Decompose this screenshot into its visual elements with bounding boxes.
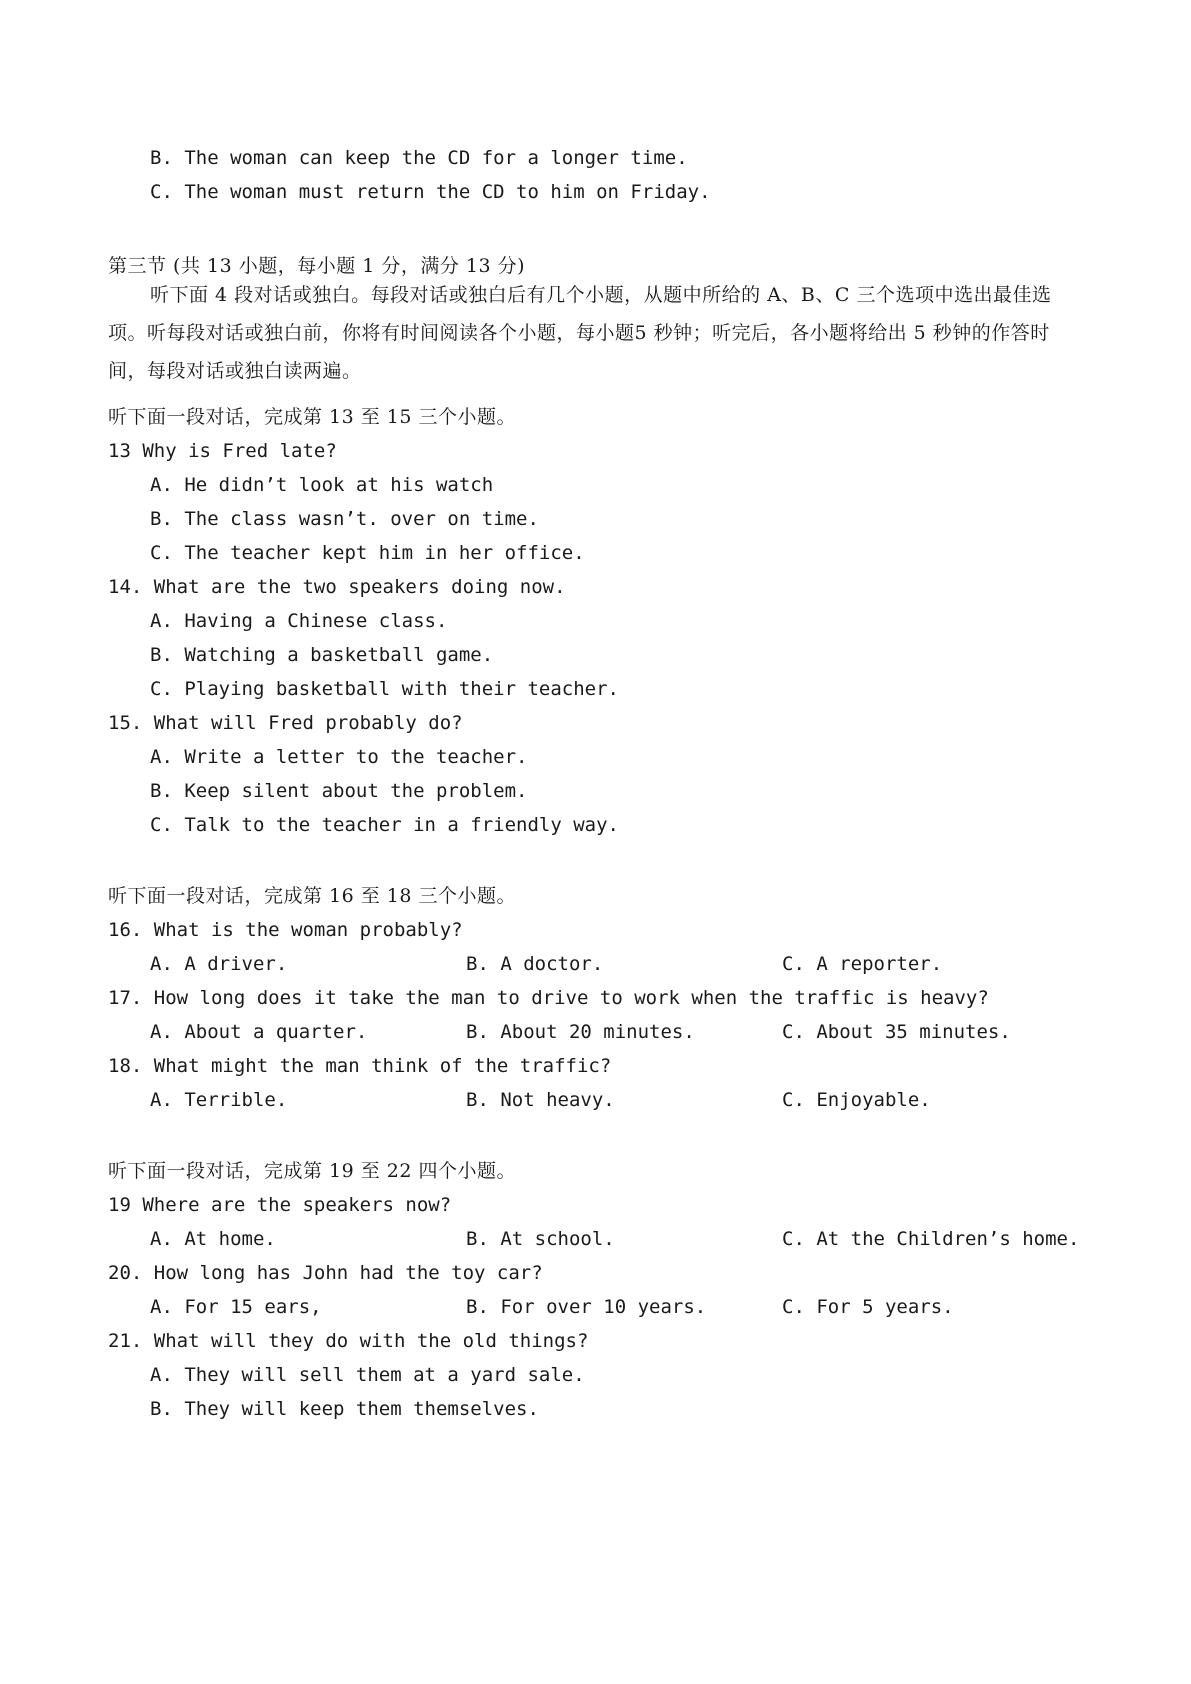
question-13-option-b: B. The class wasn’t. over on time. xyxy=(150,508,539,530)
question-14-option-a: A. Having a Chinese class. xyxy=(150,610,448,632)
question-14-stem: 14. What are the two speakers doing now. xyxy=(108,576,566,598)
question-17-option-b: B. About 20 minutes. xyxy=(466,1021,695,1043)
question-19-stem: 19 Where are the speakers now? xyxy=(108,1194,452,1216)
group-intro-19-22: 听下面一段对话，完成第 19 至 22 四个小题。 xyxy=(108,1160,517,1182)
question-19-option-a: A. At home. xyxy=(150,1228,276,1250)
question-14-option-c: C. Playing basketball with their teacher. xyxy=(150,678,619,700)
question-17-stem: 17. How long does it take the man to drive to work when the traffic is heavy? xyxy=(108,987,989,1009)
option-c-prev: C. The woman must return the CD to him on Friday. xyxy=(150,181,711,203)
question-16-option-b: B. A doctor. xyxy=(466,953,604,975)
question-19-option-b: B. At school. xyxy=(466,1228,615,1250)
question-14-option-b: B. Watching a basketball game. xyxy=(150,644,494,666)
group-intro-13-15: 听下面一段对话，完成第 13 至 15 三个小题。 xyxy=(108,406,517,428)
question-21-stem: 21. What will they do with the old things? xyxy=(108,1330,589,1352)
question-17-option-c: C. About 35 minutes. xyxy=(782,1021,1011,1043)
question-15-option-b: B. Keep silent about the problem. xyxy=(150,780,528,802)
instructions-paragraph: 听下面 4 段对话或独白。每段对话或独白后有几个小题，从题中所给的 A、B、C 三个选项中选出最佳选项。听每段对话或独白前，你将有时间阅读各个小题，每小题5 秒钟；听完后，各小题将给出 5 秒钟的作答时间，每段对话或独白读两遍。 xyxy=(108,284,1052,382)
question-18-option-b: B. Not heavy. xyxy=(466,1089,615,1111)
question-13-option-c: C. The teacher kept him in her office. xyxy=(150,542,585,564)
question-16-option-a: A. A driver. xyxy=(150,953,288,975)
question-18-option-a: A. Terrible. xyxy=(150,1089,288,1111)
group-intro-16-18: 听下面一段对话，完成第 16 至 18 三个小题。 xyxy=(108,885,517,907)
section-heading: 第三节 (共 13 小题，每小题 1 分，满分 13 分) xyxy=(108,255,526,277)
question-15-option-c: C. Talk to the teacher in a friendly way. xyxy=(150,814,619,836)
question-15-stem: 15. What will Fred probably do? xyxy=(108,712,463,734)
question-13-option-a: A. He didn’t look at his watch xyxy=(150,474,494,496)
question-20-option-c: C. For 5 years. xyxy=(782,1296,954,1318)
question-15-option-a: A. Write a letter to the teacher. xyxy=(150,746,528,768)
question-20-option-b: B. For over 10 years. xyxy=(466,1296,707,1318)
option-b-prev: B. The woman can keep the CD for a longer time. xyxy=(150,147,688,169)
question-20-stem: 20. How long has John had the toy car? xyxy=(108,1262,543,1284)
question-19-option-c: C. At the Children’s home. xyxy=(782,1228,1080,1250)
question-20-option-a: A. For 15 ears, xyxy=(150,1296,322,1318)
question-16-stem: 16. What is the woman probably? xyxy=(108,919,463,941)
question-17-option-a: A. About a quarter. xyxy=(150,1021,368,1043)
question-18-option-c: C. Enjoyable. xyxy=(782,1089,931,1111)
question-13-stem: 13 Why is Fred late? xyxy=(108,440,337,462)
question-21-option-a: A. They will sell them at a yard sale. xyxy=(150,1364,585,1386)
question-16-option-c: C. A reporter. xyxy=(782,953,943,975)
question-18-stem: 18. What might the man think of the traffic? xyxy=(108,1055,612,1077)
question-21-option-b: B. They will keep them themselves. xyxy=(150,1398,539,1420)
